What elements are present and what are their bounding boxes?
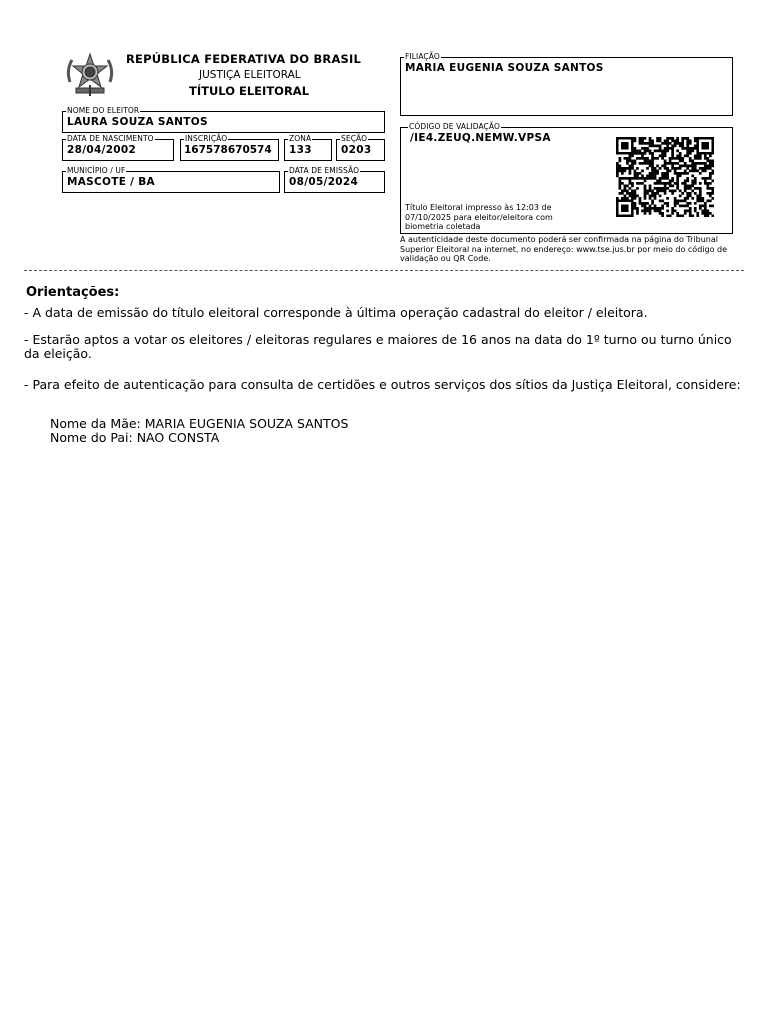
zone-value: 133 — [289, 144, 312, 156]
justice-title: JUSTIÇA ELEITORAL — [199, 69, 301, 81]
voter-name-value: LAURA SOUZA SANTOS — [67, 116, 208, 128]
voter-name-label: NOME DO ELEITOR — [67, 106, 140, 115]
mother-name: Nome da Mãe: MARIA EUGENIA SOUZA SANTOS — [50, 416, 349, 431]
guidelines-title: Orientações: — [26, 285, 120, 300]
zone-label: ZONA — [289, 134, 312, 143]
issue-date-field — [284, 166, 385, 193]
document-title: TÍTULO ELEITORAL — [189, 84, 310, 98]
guideline-item: - Para efeito de autenticação para consulta de certidões e outros serviços dos sítios da Justiça Eleitoral, considere: — [24, 377, 741, 392]
birth-date-label: DATA DE NASCIMENTO — [67, 134, 154, 143]
municipality-label: MUNICÍPIO / UF — [67, 166, 126, 175]
guideline-item: - A data de emissão do título eleitoral corresponde à última operação cadastral do eleitor / eleitora. — [24, 305, 648, 320]
father-name: Nome do Pai: NAO CONSTA — [50, 430, 220, 445]
brazil-coat-of-arms-icon — [64, 52, 116, 98]
issue-date-label: DATA DE EMISSÃO — [289, 166, 360, 175]
section-value: 0203 — [341, 144, 372, 156]
registration-value: 167578670574 — [184, 144, 272, 156]
section-label: SEÇÃO — [341, 134, 368, 143]
municipality-field — [62, 166, 280, 193]
municipality-value: MASCOTE / BA — [67, 176, 155, 188]
voter-name-field — [62, 106, 385, 133]
zone-field — [284, 134, 332, 161]
birth-date-value: 28/04/2002 — [67, 144, 137, 156]
issue-date-value: 08/05/2024 — [289, 176, 359, 188]
validation-label: CÓDIGO DE VALIDAÇÃO — [409, 122, 500, 131]
filiation-label: FILIAÇÃO — [405, 52, 440, 61]
filiation-field — [400, 52, 733, 116]
qr-code-icon — [616, 137, 714, 217]
registration-label: INSCRIÇÃO — [185, 134, 228, 143]
cut-line — [24, 270, 744, 271]
guideline-item: - Estarão aptos a votar os eleitores / eleitoras regulares e maiores de 16 anos na data do 1º turno ou turno único da eleição. — [24, 332, 732, 361]
registration-field — [180, 134, 279, 161]
republic-title: REPÚBLICA FEDERATIVA DO BRASIL — [126, 52, 362, 66]
printed-note: Título Eleitoral impresso às 12:03 de 07/10/2025 para eleitor/eleitora com biometria coletada — [405, 203, 553, 231]
birth-date-field — [62, 134, 174, 161]
validation-value: /IE4.ZEUQ.NEMW.VPSA — [410, 132, 551, 144]
authenticity-note: A autenticidade deste documento poderá ser confirmada na página do Tribunal Superior Eleitoral na internet, no endereço: www.tse.jus.br por meio do código de validação ou QR Code. — [400, 235, 728, 263]
validation-field — [400, 122, 733, 234]
filiation-value: MARIA EUGENIA SOUZA SANTOS — [405, 62, 604, 74]
section-field — [336, 134, 385, 161]
